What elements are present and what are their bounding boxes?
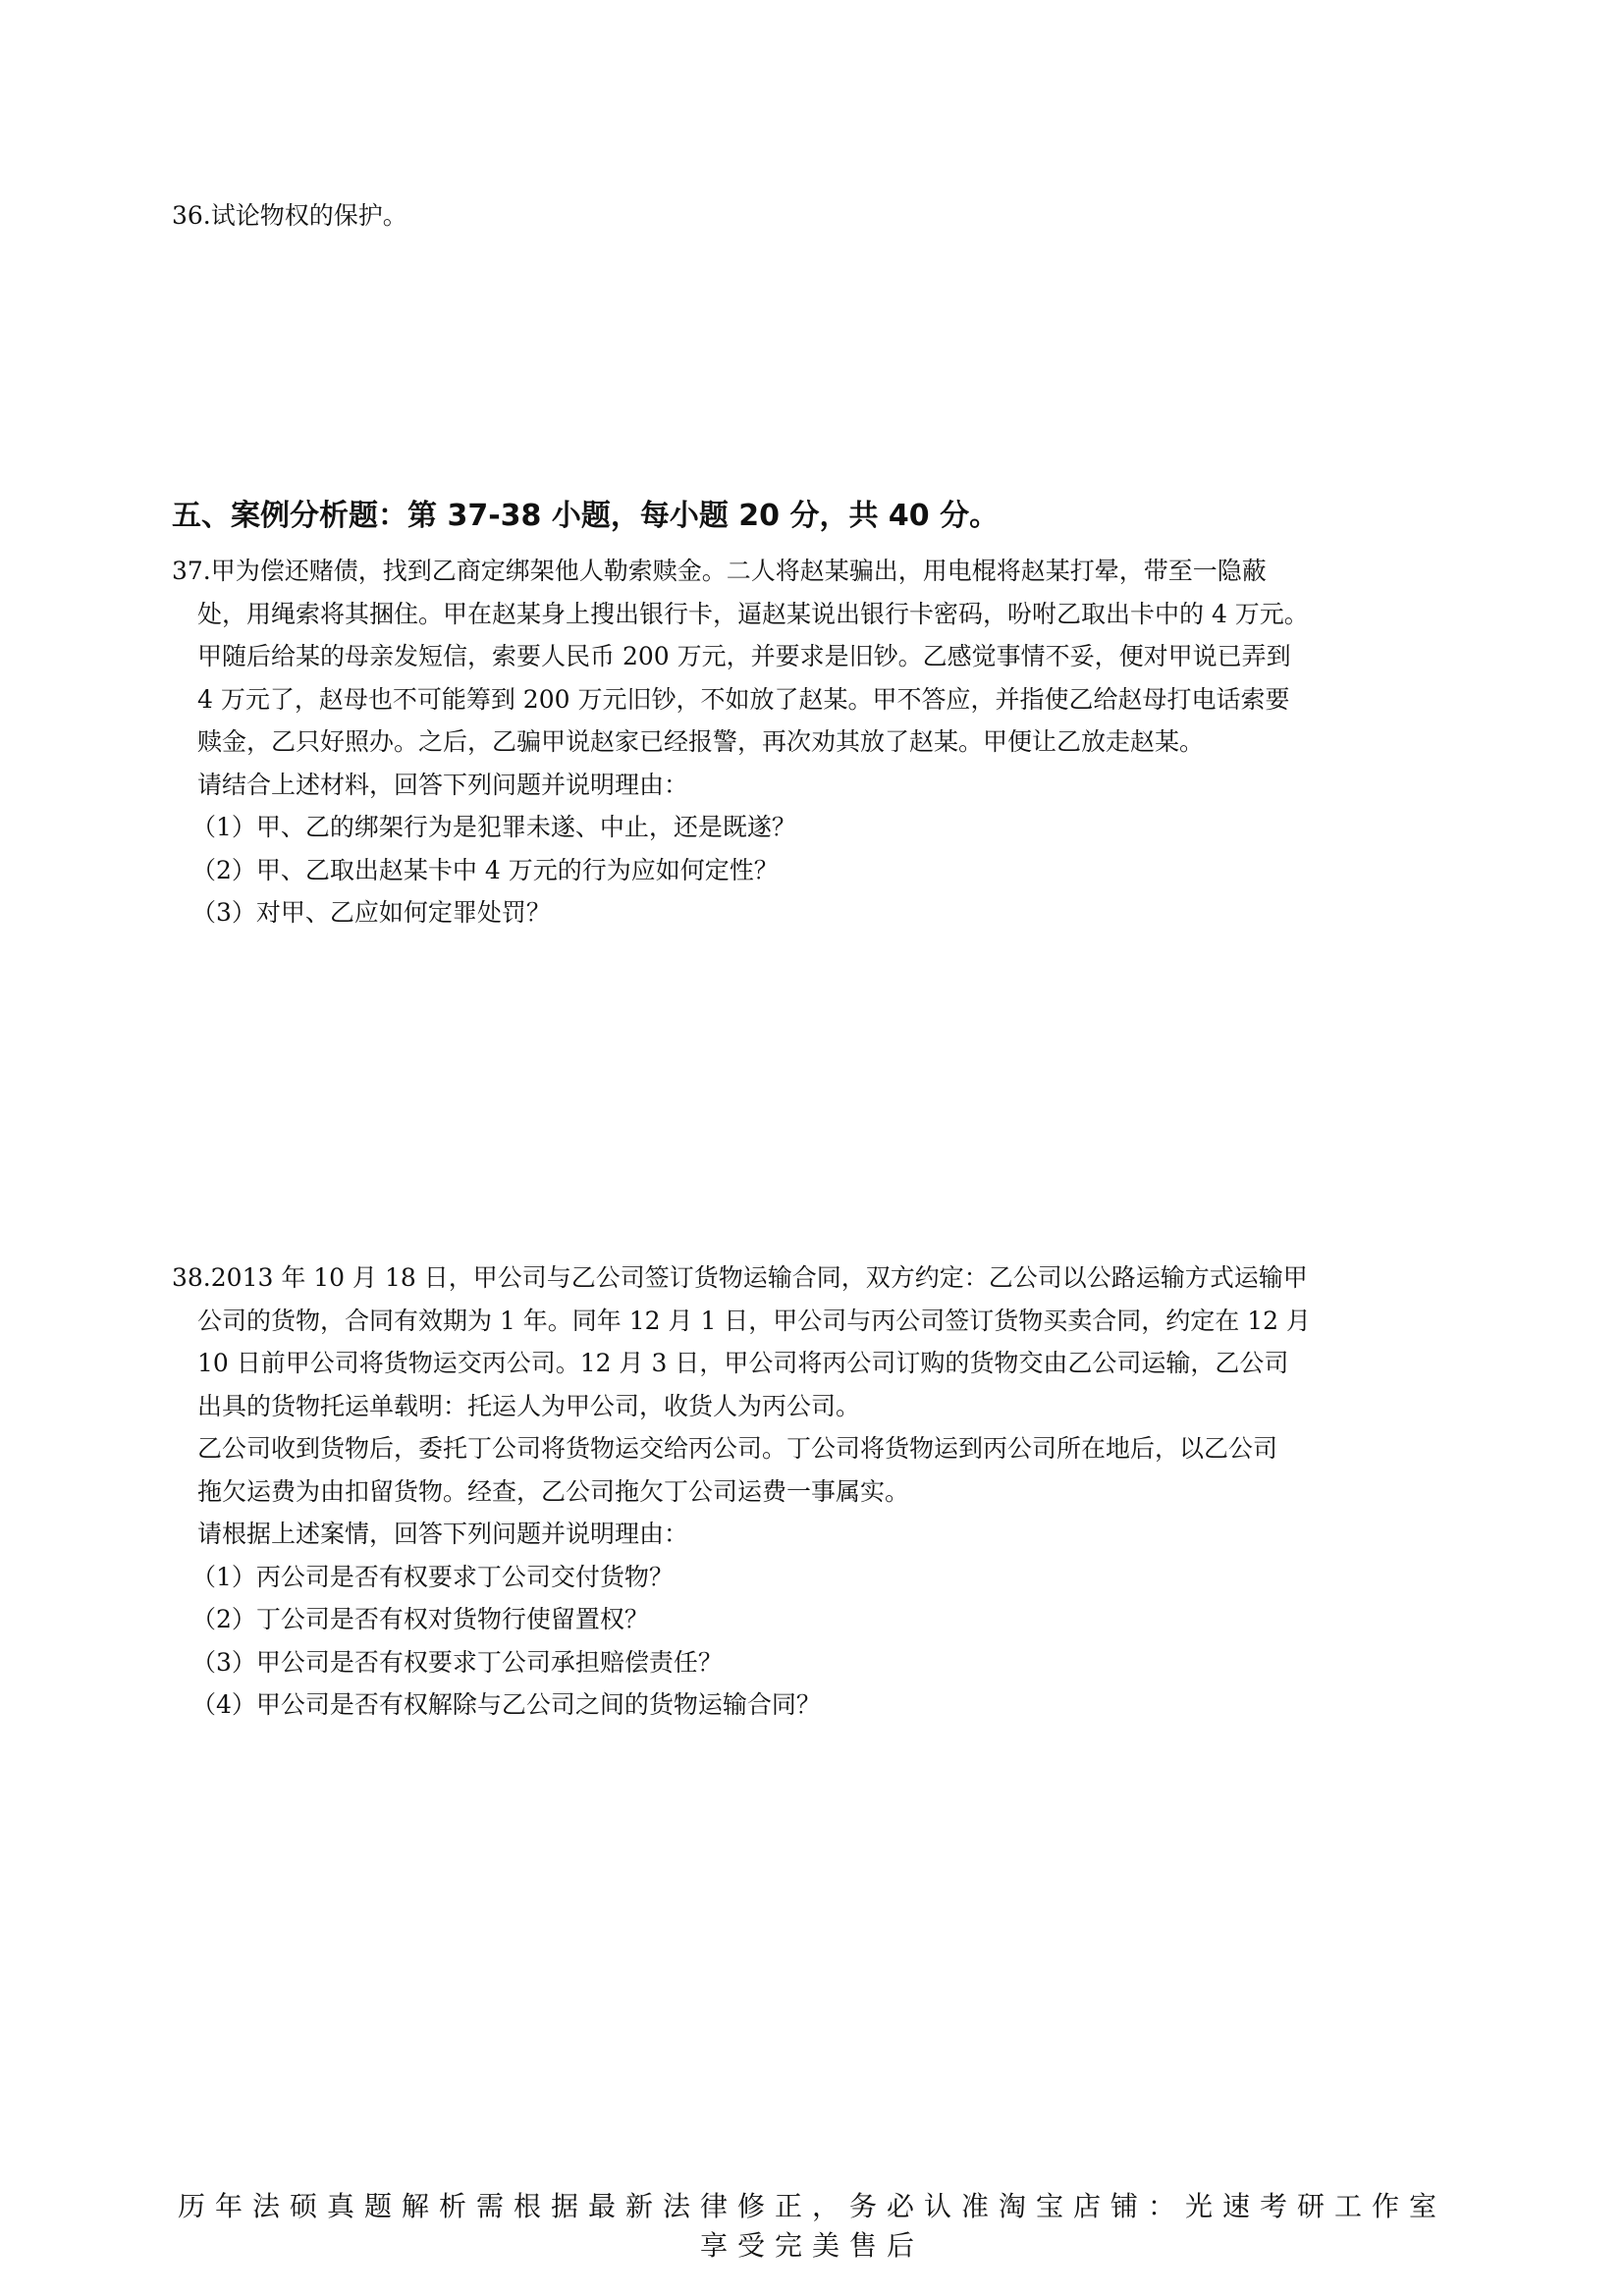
q38-line: 拖欠运费为由扣留货物。经查，乙公司拖欠丁公司运费一事属实。 [197,1476,910,1506]
q37-subquestion: （2）甲、乙取出赵某卡中 4 万元的行为应如何定性？ [191,855,779,884]
q38-subquestion: （3）甲公司是否有权要求丁公司承担赔偿责任？ [191,1647,723,1677]
q37-line: 处，用绳索将其捆住。甲在赵某身上搜出银行卡，逼赵某说出银行卡密码，吩咐乙取出卡中的 4 万元。 [197,599,1309,628]
q37-subquestion: （3）对甲、乙应如何定罪处罚？ [191,898,551,927]
section-5-title: 五、案例分析题：第 37-38 小题，每小题 20 分，共 40 分。 [172,499,1000,533]
footer-notice: 历年法硕真题解析需根据最新法律修正，务必认准淘宝店铺：光速考研工作室 [177,2190,1446,2222]
q38-line: 10 日前甲公司将货物运交丙公司。12 月 3 日，甲公司将丙公司订购的货物交由乙公司运输，乙公司 [197,1349,1289,1377]
question-36: 36.试论物权的保护。 [172,201,407,230]
question-38 [172,1256,1311,1727]
q37-line: 甲随后给某的母亲发短信，索要人民币 200 万元，并要求是旧钞。乙感觉事情不妥，便对甲说已弄到 [197,642,1291,670]
q37-line: 赎金，乙只好照办。之后，乙骗甲说赵家已经报警，再次劝其放了赵某。甲便让乙放走赵某。 [197,727,1205,756]
footer-notice-2: 享受完美售后 [699,2229,924,2262]
q38-line: 乙公司收到货物后，委托丁公司将货物运交给丙公司。丁公司将货物运到丙公司所在地后，以乙公司 [197,1434,1278,1463]
q37-line: 4 万元了，赵母也不可能筹到 200 万元旧钞，不如放了赵某。甲不答应，并指使乙给赵母打电话索要 [197,684,1290,714]
q38-subquestion: （4）甲公司是否有权解除与乙公司之间的货物运输合同？ [191,1690,821,1719]
question-37 [172,550,1309,934]
q38-instruction: 请根据上述案情，回答下列问题并说明理由： [197,1520,689,1548]
q37-subquestion: （1）甲、乙的绑架行为是犯罪未遂、中止，还是既遂？ [191,813,796,841]
q38-line: 出具的货物托运单载明：托运人为甲公司，收货人为丙公司。 [197,1391,861,1420]
q38-line: 38.2013 年 10 月 18 日，甲公司与乙公司签订货物运输合同，双方约定：乙公司以公路运输方式运输甲 [172,1263,1308,1292]
q37-instruction: 请结合上述材料，回答下列问题并说明理由： [197,770,689,799]
q38-line: 公司的货物，合同有效期为 1 年。同年 12 月 1 日，甲公司与丙公司签订货物买卖合同，约定在 12 月 [197,1306,1312,1335]
q37-line: 37.甲为偿还赌债，找到乙商定绑架他人勒索赎金。二人将赵某骗出，用电棍将赵某打晕，带至一隐蔽 [172,557,1267,585]
q38-subquestion: （2）丁公司是否有权对货物行使留置权？ [191,1605,649,1633]
q38-subquestion: （1）丙公司是否有权要求丁公司交付货物？ [191,1562,674,1591]
